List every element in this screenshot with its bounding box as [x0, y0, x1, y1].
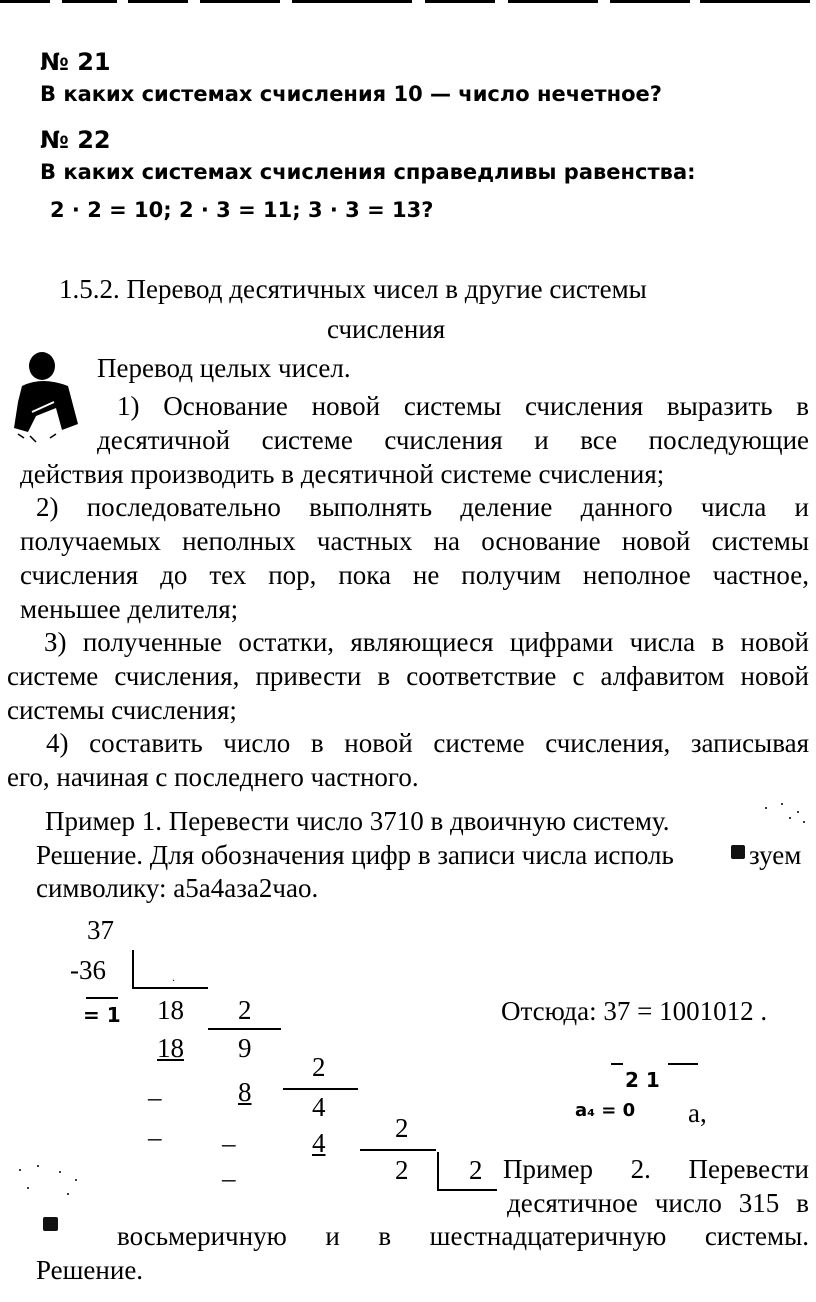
division-bar-4-horizontal: [360, 1149, 436, 1151]
result-bar-a: [611, 1063, 623, 1065]
speckle-icon: [760, 800, 810, 840]
person-writing-icon: [6, 346, 90, 446]
quotient-18: 18: [157, 995, 184, 1025]
subtract-18: 18: [157, 1033, 184, 1063]
ink-blot-icon: [731, 845, 745, 859]
division-bar-1-vertical: [132, 950, 134, 988]
step-2-line-2: получаемых неполных частных на основание новой системы: [20, 526, 809, 556]
divisor-2-c: 2: [395, 1113, 409, 1143]
dash-2: –: [148, 1122, 162, 1152]
subtract-4: 4: [312, 1128, 326, 1158]
task-22-equations: 2 · 2 = 10; 2 · 3 = 11; 3 · 3 = 13?: [50, 198, 434, 222]
dash-3: –: [222, 1128, 236, 1158]
step-1-line-2: десятичной системе счисления и все последующие: [97, 425, 809, 455]
division-bar-5-horizontal: [437, 1189, 497, 1191]
division-bar-1-horizontal: [132, 987, 208, 989]
step-3-line-2: системе счисления, привести в соответствие с алфавитом новой: [7, 661, 809, 691]
quotient-2: 2: [395, 1155, 409, 1185]
result-bar-b: [668, 1063, 698, 1065]
dividend-37: 37: [87, 915, 114, 945]
dash-4: –: [222, 1163, 236, 1193]
divisor-2-b: 2: [312, 1052, 326, 1082]
step-4-line-1: 4) составить число в новой системе счисления, записывая: [46, 728, 809, 758]
example-2-line-3: восьмеричную и в шестнадцатеричную системы.: [117, 1221, 809, 1251]
step-4-line-2: его, начиная с последнего частного.: [7, 762, 419, 792]
example-1-line-3: символику: а5а4аза2чао.: [36, 873, 319, 903]
division-bar-2-horizontal: [208, 1028, 281, 1030]
result-fragment-b: a₄ = 0: [575, 1100, 636, 1121]
divisor-2-d: 2: [469, 1155, 483, 1185]
subtract-36: -36: [70, 955, 106, 985]
remainder-1: = 1: [83, 1003, 121, 1027]
example-2-line-2: десятичное число 315 в: [507, 1188, 809, 1218]
task-21-number: № 21: [40, 48, 111, 76]
dash-1: –: [148, 1082, 162, 1112]
step-3-line-1: З) полученные остатки, являющиеся цифрами числа в новой: [44, 627, 809, 657]
step-1-line-3: действия производить в десятичной системе счисления;: [20, 459, 665, 489]
speckle-icon: [10, 1160, 90, 1210]
section-title-line-2: счисления: [327, 314, 446, 344]
ink-blot-icon: [43, 1217, 58, 1231]
quotient-4: 4: [312, 1092, 326, 1122]
step-2-line-4: меньшее делителя;: [20, 594, 239, 624]
result-text: Отсюда: 37 = 1001012 .: [501, 996, 768, 1026]
division-bar-5-vertical: [437, 1152, 439, 1190]
section-title-line-1: 1.5.2. Перевод десятичных чисел в другие системы: [59, 274, 647, 304]
example-2-line-1: Пример 2. Перевести: [503, 1154, 809, 1184]
task-21-text: В каких системах счисления 10 — число нечетное?: [40, 82, 662, 106]
top-rule: [0, 0, 816, 4]
task-22-text: В каких системах счисления справедливы равенства:: [40, 160, 696, 184]
step-1-line-1: 1) Основание новой системы счисления выразить в: [117, 391, 809, 421]
divisor-2-a: 2: [238, 995, 252, 1025]
example-1-line-2a: Решение. Для обозначения цифр в записи числа исполь: [36, 840, 674, 870]
step-2-line-3: счисления до тех пор, пока не получим неполное частное,: [20, 560, 809, 590]
subtitle: Перевод целых чисел.: [97, 353, 351, 383]
division-bar-3-horizontal: [283, 1088, 358, 1090]
quotient-9: 9: [238, 1033, 252, 1063]
step-2-line-1: 2) последовательно выполнять деление данного числа и: [36, 492, 809, 522]
result-fragment-a: 2 1: [625, 1068, 660, 1092]
task-22-number: № 22: [40, 126, 111, 154]
example-2-line-4: Решение.: [36, 1255, 144, 1285]
example-1-line-1: Пример 1. Перевести число 3710 в двоичную систему.: [45, 806, 670, 836]
example-1-line-2b: зуем: [749, 840, 802, 870]
result-fragment-c: а,: [688, 1098, 707, 1128]
step-3-line-3: системы счисления;: [7, 695, 237, 725]
remainder-1-line: [86, 997, 118, 999]
subtract-8: 8: [238, 1077, 252, 1107]
